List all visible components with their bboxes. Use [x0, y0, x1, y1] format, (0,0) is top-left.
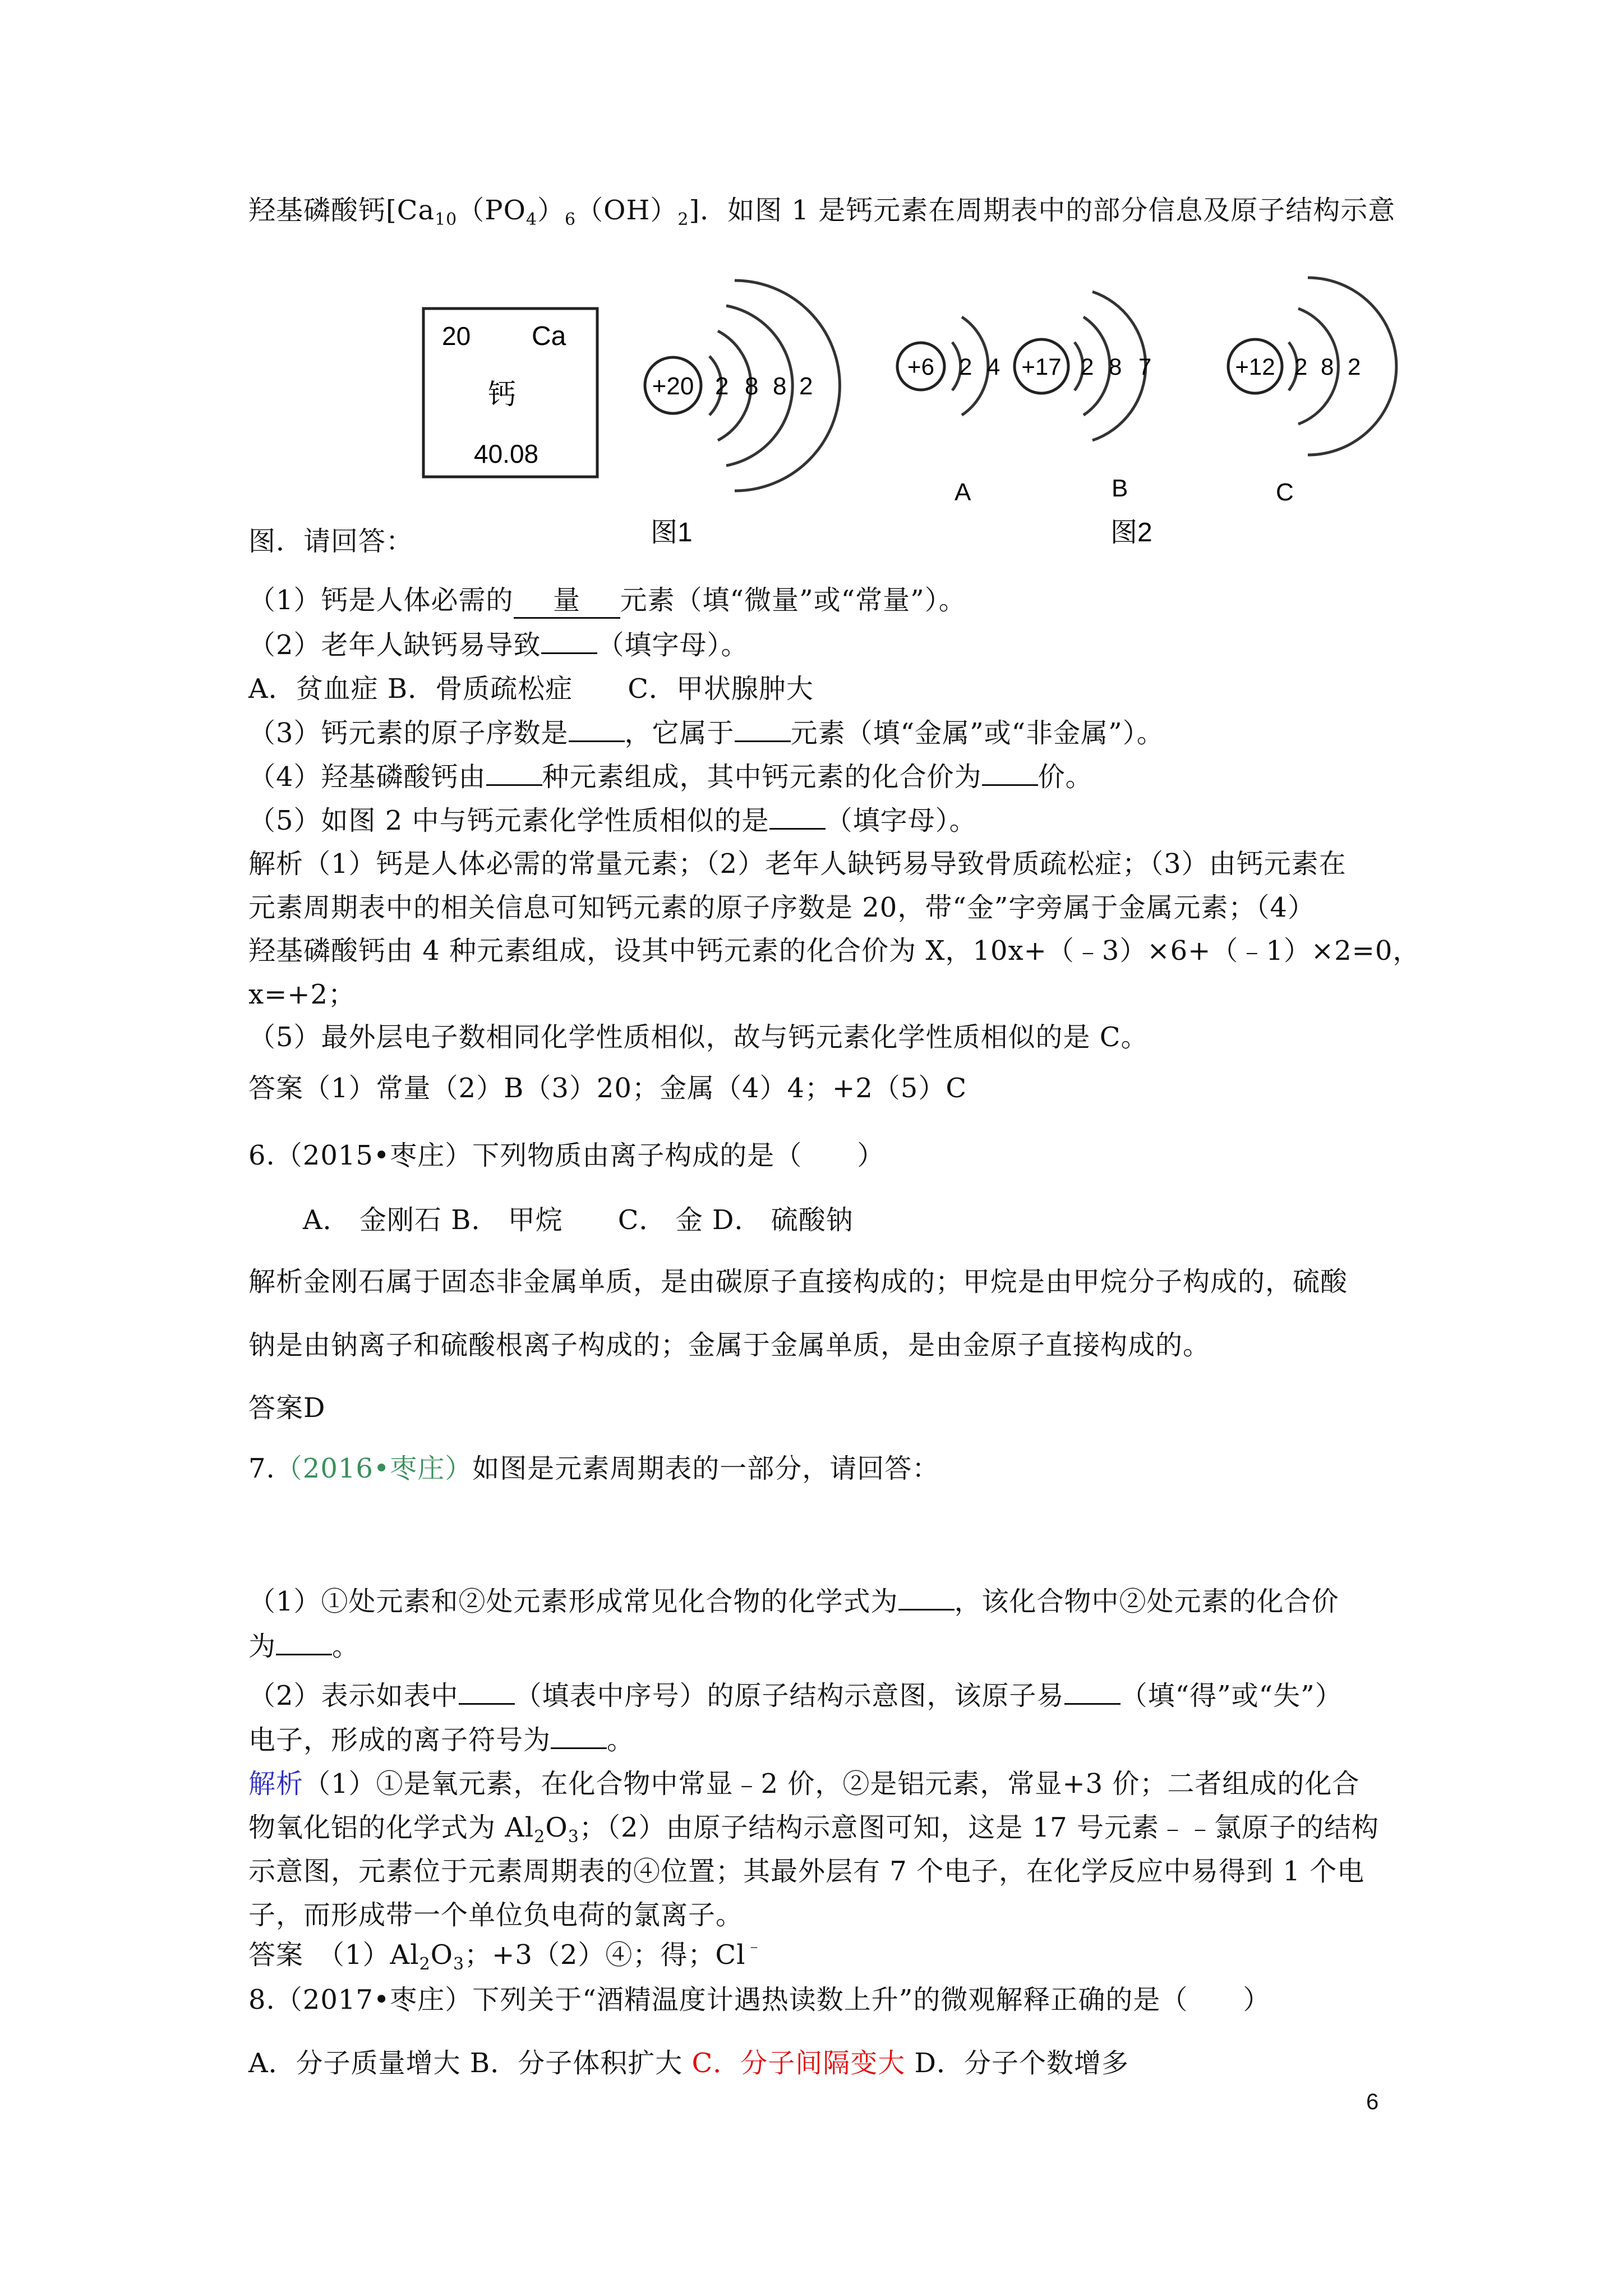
q7-part1: （1）①处元素和②处元素形成常见化合物的化学式为 ，该化合物中②处元素的化合价 — [248, 1586, 1339, 1617]
atom-c-shell-3: 2 — [1348, 353, 1361, 380]
q5-part1: （1）钙是人体必需的 量 元素（填“微量”或“常量”）。 — [248, 583, 966, 619]
atom-b-label: B — [1112, 475, 1128, 502]
atom-a-nucleus-charge: +6 — [907, 353, 934, 380]
q8-stem: 8.（2017•枣庄）下列关于“酒精温度计遇热读数上升”的微观解释正确的是（ ） — [248, 1984, 1271, 2016]
figure2-caption: 图2 — [1110, 518, 1152, 547]
atom-c-shell-2: 8 — [1321, 353, 1334, 380]
q7-part2-cont: 电子，形成的离子符号为 。 — [248, 1724, 635, 1756]
element-name: 钙 — [488, 379, 516, 410]
q5-part3: （3）钙元素的原子序数是 ，它属于 元素（填“金属”或“非金属”）。 — [248, 717, 1164, 749]
q6-analysis-2: 钠是由钠离子和硫酸根离子构成的；金属于金属单质，是由金原子直接构成的。 — [248, 1329, 1211, 1361]
atom-b-shell-3: 7 — [1138, 353, 1152, 380]
atomic-structure-figure — [404, 247, 1402, 561]
q7-analysis-2: 物氧化铝的化学式为 $Al_2O_3$；（2）由原子结构示意图可知，这是 17 号元素﹣﹣氯原子的结构 — [248, 1812, 1379, 1847]
q7-answer: 答案 $(1)Al_2O_3$；+3（2）④；得；Cl﹣ — [248, 1936, 763, 1974]
q5-analysis-3: 羟基磷酸钙由 4 种元素组成，设其中钙元素的化合价为 X，10x+（﹣3）×6+（﹣1）×2=0， — [248, 935, 1421, 967]
atom-b-shell-2: 8 — [1109, 353, 1122, 380]
q5-part5: （5）如图 2 中与钙元素化学性质相似的是 （填字母）。 — [248, 805, 977, 836]
atom-b-shell-1: 2 — [1081, 353, 1094, 380]
q5-part2: （2）老年人缺钙易导致 （填字母）。 — [248, 629, 749, 661]
q7-analysis-3: 示意图，元素位于元素周期表的④位置；其最外层有 7 个电子，在化学反应中易得到 1 个电 — [248, 1856, 1365, 1887]
intro-continuation: 图．请回答： — [248, 526, 414, 557]
q5-analysis-4: x=+2； — [248, 979, 356, 1010]
q5-analysis-5: （5）最外层电子数相同化学性质相似，故与钙元素化学性质相似的是 C。 — [248, 1022, 1149, 1053]
atom-a-shell-2: 4 — [987, 353, 1000, 380]
q5-answer: 答案（1）常量（2）B（3）20；金属（4）4；+2（5）C — [248, 1073, 967, 1104]
page-number: 6 — [1366, 2090, 1379, 2114]
calcium-shell-1: 2 — [715, 372, 729, 400]
q6-stem: 6.（2015•枣庄）下列物质由离子构成的是（ ） — [248, 1140, 885, 1171]
calcium-shell-2: 8 — [745, 372, 759, 400]
q7-analysis-1: 解析（1）①是氧元素，在化合物中常显﹣2 价，②是铝元素，常显+3 价；二者组成的化合 — [248, 1768, 1360, 1800]
atom-b-nucleus-charge: +17 — [1021, 353, 1062, 380]
element-mass: 40.08 — [474, 439, 539, 468]
q5-analysis-2: 元素周期表中的相关信息可知钙元素的原子序数是 20，带“金”字旁属于金属元素；（4） — [248, 892, 1315, 923]
q7-stem: 7.（2016•枣庄）如图是元素周期表的一部分，请回答： — [248, 1453, 940, 1484]
atom-a-label: A — [955, 478, 971, 506]
element-number: 20 — [442, 321, 471, 351]
atom-c-nucleus-charge: +12 — [1235, 353, 1275, 380]
atom-c-shell-1: 2 — [1294, 353, 1308, 380]
figure1-caption: 图1 — [651, 518, 693, 547]
q5-options: A．贫血症 B．骨质疏松症 C．甲状腺肿大 — [248, 673, 814, 705]
element-symbol: Ca — [532, 321, 566, 351]
q6-answer: 答案D — [248, 1392, 326, 1424]
q5-analysis-1: 解析（1）钙是人体必需的常量元素；（2）老年人缺钙易导致骨质疏松症；（3）由钙元素在 — [248, 848, 1347, 880]
atom-a-shell-1: 2 — [959, 353, 972, 380]
q7-part1-cont: 为 。 — [248, 1631, 360, 1662]
calcium-shell-3: 8 — [773, 372, 787, 400]
q6-options: A． 金刚石 B． 甲烷 C． 金 D． 硫酸钠 — [303, 1204, 854, 1236]
q5-part4: （4）羟基磷酸钙由 种元素组成，其中钙元素的化合价为 价。 — [248, 761, 1093, 793]
q8-options: A．分子质量增大 B．分子体积扩大 C．分子间隔变大 D．分子个数增多 — [248, 2047, 1129, 2079]
q7-part2: （2）表示如表中 （填表中序号）的原子结构示意图，该原子易 （填“得”或“失”） — [248, 1680, 1343, 1711]
calcium-nucleus-charge: +20 — [652, 372, 694, 400]
q6-analysis-1: 解析金刚石属于固态非金属单质，是由碳原子直接构成的；甲烷是由甲烷分子构成的，硫酸 — [248, 1266, 1348, 1297]
atom-c-label: C — [1276, 478, 1294, 506]
intro-line: 羟基磷酸钙$[Ca_{10}(PO_4)_6(OH)_2]$．如图 1 是钙元素在周期表中的部分信息及原子结构示意 — [248, 195, 1396, 229]
calcium-shell-4: 2 — [799, 372, 813, 400]
q7-analysis-4: 子，而形成带一个单位负电荷的氯离子。 — [248, 1899, 744, 1931]
